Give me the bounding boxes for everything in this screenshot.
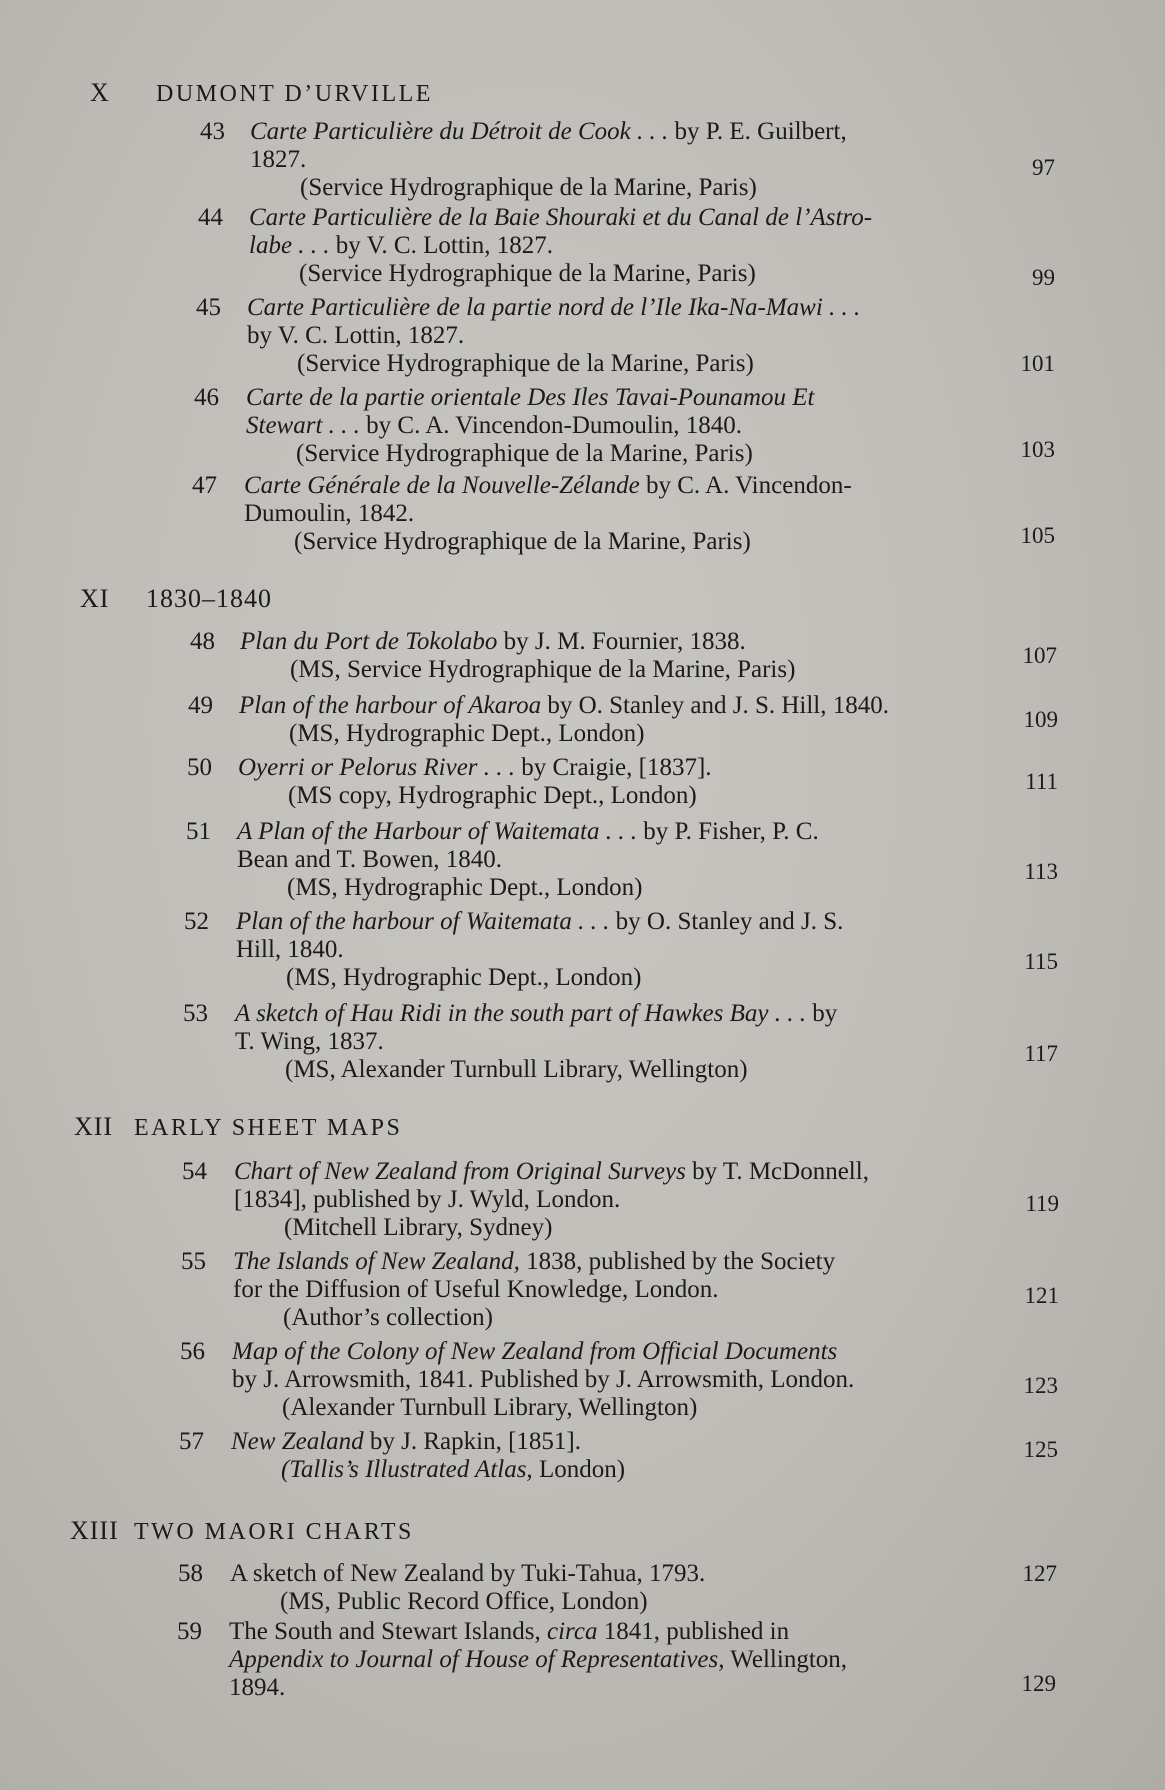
page-number: 117	[1024, 1041, 1058, 1066]
entry-number: 51	[186, 818, 211, 845]
page-number: 109	[1023, 707, 1058, 732]
map-credit-continued: T. Wing, 1837.	[235, 1028, 384, 1055]
map-credit: by T. McDonnell,	[685, 1158, 869, 1185]
map-credit: by C. A. Vincendon-	[639, 472, 852, 499]
page-number: 103	[1020, 437, 1055, 462]
map-credit-continued: for the Diffusion of Useful Knowledge, London.	[233, 1276, 719, 1303]
map-source: (Author’s collection)	[283, 1304, 493, 1331]
map-credit-continued: Bean and T. Bowen, 1840.	[237, 846, 503, 873]
map-source: (Alexander Turnbull Library, Wellington)	[282, 1394, 698, 1421]
map-source: (Service Hydrographique de la Marine, Paris)	[294, 528, 751, 555]
map-source: (MS, Alexander Turnbull Library, Wellington)	[285, 1056, 748, 1083]
map-source: (Mitchell Library, Sydney)	[284, 1214, 553, 1241]
page-number: 121	[1024, 1283, 1059, 1308]
section-heading	[74, 1112, 402, 1142]
map-title: Carte Particulière de la Baie Shouraki et du Canal de l’Astro-	[249, 204, 873, 231]
page-number: 119	[1025, 1191, 1059, 1216]
map-credit-continued: [1834], published by J. Wyld, London.	[234, 1186, 621, 1213]
map-source: (Service Hydrographique de la Marine, Paris)	[296, 440, 753, 467]
map-title: Plan of the harbour of Akaroa	[239, 692, 542, 719]
map-title: A Plan of the Harbour of Waitemata . . .	[237, 818, 637, 845]
map-title: Carte de la partie orientale Des Iles Tavai-Pounamou Et	[246, 384, 815, 411]
section-title: DUMONT D’URVILLE	[156, 81, 433, 107]
entry-number: 48	[190, 628, 215, 655]
page-number: 123	[1023, 1373, 1058, 1398]
entry-number: 57	[179, 1428, 204, 1455]
map-credit: 1841, published in	[597, 1618, 790, 1645]
page-number: 111	[1025, 769, 1058, 794]
map-source: (MS copy, Hydrographic Dept., London)	[288, 782, 697, 809]
map-credit: by V. C. Lottin, 1827.	[329, 232, 553, 259]
entry-number: 46	[194, 384, 219, 411]
map-year: 1894.	[229, 1674, 286, 1701]
map-source-publication: Appendix to Journal of House of Representatives,	[229, 1646, 725, 1673]
map-source: (Service Hydrographique de la Marine, Paris)	[297, 350, 754, 377]
map-title: Carte Particulière du Détroit de Cook . . .	[250, 118, 669, 145]
map-credit: 1838, published by the Society	[519, 1248, 836, 1275]
map-title: A sketch of Hau Ridi in the south part of Hawkes Bay . . .	[235, 1000, 806, 1027]
map-title: Carte Générale de la Nouvelle-Zélande	[244, 472, 640, 499]
page-number: 105	[1020, 523, 1055, 548]
entry-number: 47	[192, 472, 217, 499]
map-source: (Service Hydrographique de la Marine, Paris)	[299, 260, 756, 287]
section-heading	[80, 584, 272, 614]
map-credit-continued: Dumoulin, 1842.	[244, 500, 415, 527]
map-credit: by O. Stanley and J. S. Hill, 1840.	[541, 692, 889, 719]
entry-number: 54	[182, 1158, 207, 1185]
map-credit: by V. C. Lottin, 1827.	[247, 322, 465, 349]
page-number: 127	[1022, 1561, 1057, 1586]
entry-number: 49	[188, 692, 213, 719]
map-credit-continued: Wellington,	[724, 1646, 848, 1673]
page-number: 129	[1021, 1671, 1056, 1696]
map-title: New Zealand	[231, 1428, 364, 1455]
map-source: (MS, Hydrographic Dept., London)	[287, 874, 643, 901]
map-title: Plan of the harbour of Waitemata . . .	[236, 908, 610, 935]
map-source: (MS, Hydrographic Dept., London)	[286, 964, 642, 991]
map-credit: by J. M. Fournier, 1838.	[497, 628, 746, 655]
page-number: 113	[1024, 859, 1058, 884]
entry-number: 43	[200, 118, 225, 145]
entry-number: 45	[196, 294, 221, 321]
map-title: The South and Stewart Islands,	[229, 1618, 541, 1645]
map-title: The Islands of New Zealand,	[233, 1248, 520, 1275]
map-credit: by	[806, 1000, 838, 1027]
map-source: London)	[532, 1456, 626, 1483]
map-credit: by P. E. Guilbert,	[668, 118, 847, 145]
section-title: TWO MAORI CHARTS	[134, 1519, 414, 1545]
section-number: XII	[74, 1112, 114, 1141]
circa-word: circa	[540, 1618, 598, 1645]
entry-number: 56	[180, 1338, 205, 1365]
section-title: 1830–1840	[146, 584, 272, 613]
page-number: 101	[1020, 351, 1055, 376]
map-credit-continued: 1827.	[250, 146, 307, 173]
section-title: EARLY SHEET MAPS	[134, 1115, 403, 1141]
page-number: 107	[1022, 643, 1057, 668]
map-source: (MS, Public Record Office, London)	[280, 1588, 648, 1615]
map-credit: by J. Arrowsmith, 1841. Published by J. Arrowsmith, London.	[232, 1366, 855, 1393]
entry-number: 55	[181, 1248, 206, 1275]
map-source: (MS, Service Hydrographique de la Marine, Paris)	[290, 656, 796, 683]
map-credit: by P. Fisher, P. C.	[637, 818, 819, 845]
map-source-publication: (Tallis’s Illustrated Atlas,	[281, 1456, 533, 1483]
map-credit-continued: Hill, 1840.	[236, 936, 344, 963]
page-number: 125	[1023, 1437, 1058, 1462]
entry-number: 53	[183, 1000, 208, 1027]
entry-number: 58	[178, 1560, 203, 1587]
map-title: A sketch of New Zealand by Tuki-Tahua, 1793.	[230, 1560, 706, 1587]
map-source: (Service Hydrographique de la Marine, Paris)	[300, 174, 757, 201]
map-credit: by C. A. Vincendon-Dumoulin, 1840.	[359, 412, 742, 439]
section-heading	[90, 78, 433, 108]
map-title-continued: Stewart . . .	[246, 412, 360, 439]
section-number: X	[90, 78, 110, 107]
entry-number: 50	[187, 754, 212, 781]
map-credit: by O. Stanley and J. S.	[609, 908, 844, 935]
page-number: 115	[1024, 949, 1058, 974]
section-number: XI	[80, 584, 110, 613]
entry-number: 52	[184, 908, 209, 935]
map-credit: by J. Rapkin, [1851].	[363, 1428, 582, 1455]
map-credit: by Craigie, [1837].	[515, 754, 712, 781]
map-title: Map of the Colony of New Zealand from Official Documents	[232, 1338, 838, 1365]
map-title: Chart of New Zealand from Original Surveys	[234, 1158, 686, 1185]
page-number: 97	[1032, 155, 1055, 180]
section-number: XIII	[70, 1516, 119, 1545]
page-number: 99	[1032, 265, 1055, 290]
map-title-continued: labe . . .	[249, 232, 330, 259]
map-title: Plan du Port de Tokolabo	[240, 628, 498, 655]
entry-number: 44	[198, 204, 223, 231]
map-title: Oyerri or Pelorus River . . .	[238, 754, 516, 781]
section-heading	[70, 1516, 414, 1546]
entry-number: 59	[177, 1618, 202, 1645]
map-source: (MS, Hydrographic Dept., London)	[289, 720, 645, 747]
map-title: Carte Particulière de la partie nord de l’Ile Ika-Na-Mawi . . .	[247, 294, 861, 321]
